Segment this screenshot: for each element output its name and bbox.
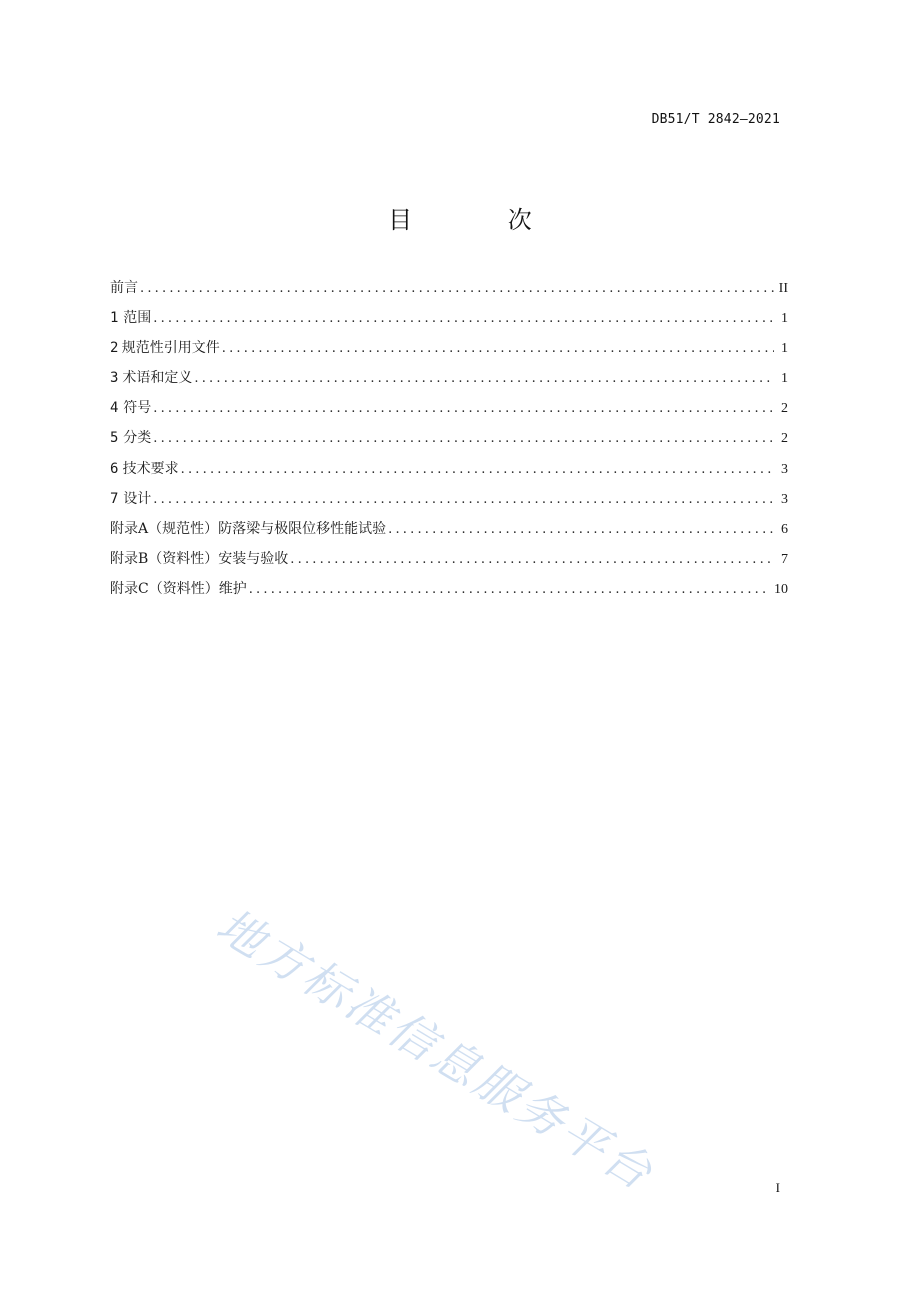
toc-leader-dots bbox=[153, 398, 774, 420]
toc-entry-number: 2 bbox=[110, 340, 119, 357]
toc-entry-title: 维护 bbox=[218, 580, 247, 597]
toc-entry-1[interactable] bbox=[110, 307, 788, 337]
toc-entry-page: 1 bbox=[781, 341, 788, 357]
toc-entry-page: 1 bbox=[781, 311, 788, 327]
toc-leader-dots bbox=[153, 428, 774, 450]
toc-entry-3[interactable] bbox=[110, 367, 788, 397]
toc-entry-page: II bbox=[778, 281, 788, 296]
toc-appendix-label: 附录A（规范性） bbox=[110, 520, 219, 537]
toc-entry-appendix-b[interactable] bbox=[110, 548, 788, 578]
toc-entry-page: 3 bbox=[781, 491, 788, 507]
toc-entry-number: 1 bbox=[110, 310, 119, 327]
toc-leader-dots bbox=[181, 459, 774, 481]
toc-entry-title: 符号 bbox=[123, 400, 152, 417]
toc-entry-page: 2 bbox=[781, 431, 788, 447]
toc-leader-dots bbox=[249, 579, 770, 601]
toc-entry-title: 防落梁与极限位移性能试验 bbox=[218, 520, 387, 537]
toc-entry-title: 安装与验收 bbox=[218, 550, 289, 567]
toc-leader-dots bbox=[153, 489, 774, 511]
toc-entry-appendix-c[interactable] bbox=[110, 578, 788, 608]
toc-entry-number: 7 bbox=[110, 490, 119, 507]
toc-entry-page: 2 bbox=[781, 401, 788, 417]
toc-entry-number: 5 bbox=[110, 430, 119, 447]
table-of-contents bbox=[110, 277, 788, 608]
toc-entry-title: 分类 bbox=[123, 430, 152, 447]
toc-entry-4[interactable] bbox=[110, 397, 788, 427]
toc-leader-dots bbox=[194, 368, 774, 390]
toc-leader-dots bbox=[222, 338, 774, 360]
toc-appendix-label: 附录C（资料性） bbox=[110, 580, 219, 597]
toc-entry-6[interactable] bbox=[110, 458, 788, 488]
toc-entry-page: 7 bbox=[781, 551, 788, 567]
toc-leader-dots bbox=[153, 308, 774, 330]
toc-entry-page: 10 bbox=[774, 581, 788, 597]
toc-entry-number: 4 bbox=[110, 400, 119, 417]
toc-entry-foreword[interactable] bbox=[110, 277, 788, 307]
toc-entry-7[interactable] bbox=[110, 488, 788, 518]
toc-leader-dots bbox=[388, 519, 774, 541]
toc-leader-dots bbox=[290, 549, 774, 571]
page-title: 目 次 bbox=[388, 206, 576, 234]
toc-entry-5[interactable] bbox=[110, 427, 788, 457]
toc-entry-number: 3 bbox=[110, 370, 119, 387]
page-number: I bbox=[775, 1180, 780, 1195]
toc-entry-title: 规范性引用文件 bbox=[121, 340, 220, 357]
toc-appendix-label: 附录B（资料性） bbox=[110, 550, 219, 567]
toc-entry-page: 6 bbox=[781, 521, 788, 537]
toc-entry-title: 范围 bbox=[123, 310, 152, 327]
toc-entry-title: 术语和定义 bbox=[122, 370, 193, 387]
toc-entry-page: 3 bbox=[781, 461, 788, 477]
toc-entry-page: 1 bbox=[781, 371, 788, 387]
toc-entry-appendix-a[interactable] bbox=[110, 518, 788, 548]
toc-leader-dots bbox=[140, 278, 774, 300]
toc-entry-title: 技术要求 bbox=[122, 460, 179, 477]
watermark: 地方标准信息服务平台 bbox=[207, 897, 664, 1202]
toc-entry-2[interactable] bbox=[110, 337, 788, 367]
toc-entry-number: 6 bbox=[110, 460, 119, 477]
toc-entry-title: 前言 bbox=[110, 280, 138, 296]
toc-entry-title: 设计 bbox=[123, 490, 152, 507]
document-code: DB51/T 2842—2021 bbox=[651, 112, 780, 127]
